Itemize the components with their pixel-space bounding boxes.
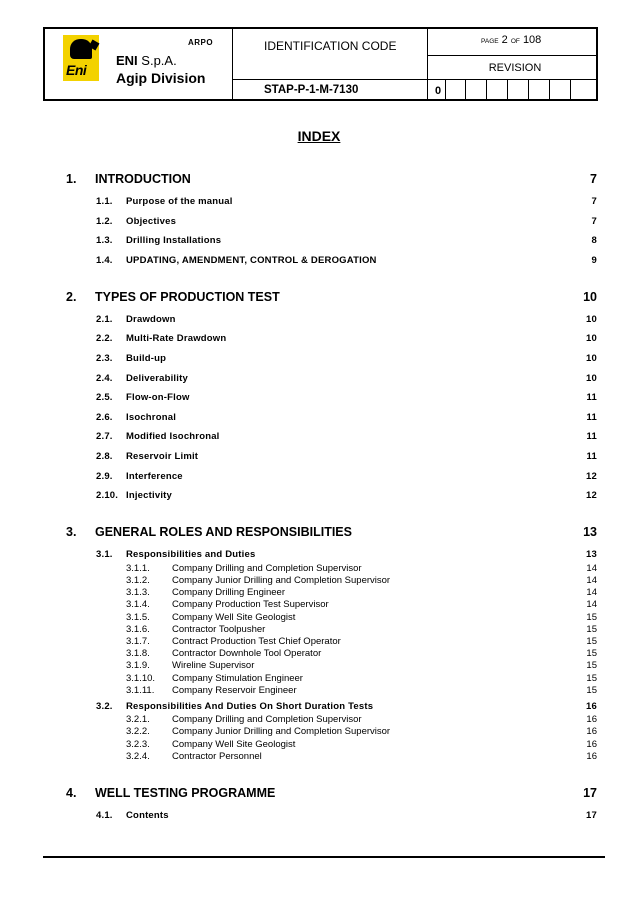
toc-entry-number: 3.1.1. [126, 562, 150, 574]
toc-entry-page: 15 [586, 648, 597, 660]
revision-cell [507, 79, 508, 99]
toc-entry-title: Contractor Personnel [172, 750, 262, 762]
toc-entry-title: Drilling Installations [126, 235, 222, 247]
toc-entry-title: TYPES OF PRODUCTION TEST [95, 289, 280, 304]
toc-entry-page: 13 [583, 525, 597, 540]
toc-entry-title: INTRODUCTION [95, 172, 191, 186]
header-divider [427, 55, 596, 56]
toc-entry-page: 10 [586, 333, 597, 345]
toc-entry-page: 14 [586, 574, 597, 586]
eni-logo [63, 35, 99, 81]
toc-entry-number: 1.3. [96, 235, 113, 247]
header-divider [232, 29, 233, 99]
division-name: Agip Division [116, 70, 206, 86]
toc-entry-title: Company Well Site Geologist [172, 738, 296, 750]
toc-entry-page: 14 [586, 587, 597, 599]
toc-entry-page: 12 [586, 470, 597, 482]
toc-entry-number: 2.5. [96, 392, 113, 404]
revision-cell [465, 79, 466, 99]
toc-entry-page: 11 [586, 392, 597, 404]
toc-entry-number: 3.1. [96, 549, 113, 561]
toc-entry-title: Company Drilling and Completion Supervisor [172, 562, 362, 574]
toc-entry-title: Contents [126, 809, 169, 821]
toc-entry-number: 2.10. [96, 490, 119, 502]
toc-entry-page: 10 [583, 289, 597, 304]
toc-entry-page: 11 [586, 431, 597, 443]
toc-entry-title: Drawdown [126, 313, 176, 325]
toc-entry-number: 2.2. [96, 333, 113, 345]
revision-cell [549, 79, 550, 99]
toc-entry-number: 3.1.8. [126, 648, 150, 660]
toc-entry-number: 2.3. [96, 353, 113, 364]
revision-value: 0 [435, 85, 442, 97]
toc-entry-number: 3.1.10. [126, 672, 156, 684]
company-name-suffix: S.p.A. [137, 53, 177, 68]
toc-entry-number: 3.1.3. [126, 587, 150, 599]
toc-entry-title: Company Junior Drilling and Completion Supervisor [172, 726, 391, 738]
toc-entry-page: 15 [586, 684, 597, 696]
page-label: PAGE [481, 38, 499, 45]
toc-entry-number: 2. [66, 289, 77, 304]
toc-entry-number: 3.2.3. [126, 738, 150, 750]
toc-entry-title: Responsibilities And Duties On Short Duration Tests [126, 700, 374, 712]
toc-entry-title: Company Drilling Engineer [172, 587, 285, 599]
company-name-bold: ENI [116, 53, 138, 68]
toc-entry-page: 15 [586, 660, 597, 672]
toc-entry-number: 3.1.4. [126, 599, 150, 611]
toc-entry-page: 16 [586, 738, 597, 750]
toc-entry-title: Company Production Test Supervisor [172, 599, 329, 611]
toc-entry-number: 3.1.11. [126, 684, 155, 696]
toc-entry-page: 14 [586, 599, 597, 611]
toc-entry-number: 3. [66, 525, 77, 540]
toc-entry-page: 17 [586, 809, 597, 821]
footer-rule [43, 856, 605, 858]
toc-entry-page: 11 [586, 451, 597, 462]
toc-entry-number: 2.1. [96, 313, 113, 325]
toc-entry-title: Modified Isochronal [126, 431, 220, 443]
revision-cell [570, 79, 571, 99]
toc-entry-title: Responsibilities and Duties [126, 549, 256, 561]
toc-entry-page: 17 [583, 785, 597, 800]
toc-entry-page: 10 [586, 372, 597, 384]
toc-entry-page: 15 [586, 635, 597, 647]
revision-cell [528, 79, 529, 99]
toc-entry-title: UPDATING, AMENDMENT, CONTROL & DEROGATION [126, 254, 377, 266]
toc-entry-title: Wireline Supervisor [172, 660, 255, 672]
header-divider [427, 29, 428, 99]
revision-cell [445, 79, 446, 99]
toc-entry-number: 3.1.5. [126, 611, 150, 623]
index-title: INDEX [297, 128, 341, 144]
document-header [43, 27, 598, 101]
toc-entry-title: Deliverability [126, 372, 188, 384]
toc-entry-title: Company Stimulation Engineer [172, 672, 303, 684]
toc-entry-title: Interference [126, 470, 183, 482]
toc-entry-page: 12 [586, 490, 597, 502]
toc-entry-page: 7 [591, 196, 597, 207]
toc-entry-number: 1.2. [96, 215, 113, 227]
toc-entry-number: 2.8. [96, 451, 113, 462]
header-divider [232, 79, 427, 80]
of-label: OF [510, 38, 520, 45]
toc-entry-page: 10 [586, 313, 597, 325]
toc-entry-number: 3.1.7. [126, 635, 150, 647]
toc-entry-page: 16 [586, 750, 597, 762]
toc-entry-number: 3.2.1. [126, 714, 150, 726]
toc-entry-page: 7 [591, 215, 597, 227]
toc-entry-number: 3.1.9. [126, 660, 150, 672]
toc-entry-number: 1.1. [96, 196, 113, 207]
toc-entry-number: 3.2. [96, 700, 113, 712]
toc-entry-title: Multi-Rate Drawdown [126, 333, 227, 345]
toc-entry-title: GENERAL ROLES AND RESPONSIBILITIES [95, 525, 352, 540]
total-pages: 108 [522, 34, 542, 46]
toc-entry-number: 4. [66, 785, 77, 800]
toc-entry-title: Company Reservoir Engineer [172, 684, 297, 696]
toc-entry-number: 2.9. [96, 470, 113, 482]
toc-entry-title: Purpose of the manual [126, 196, 233, 207]
toc-entry-number: 1. [66, 172, 77, 186]
toc-entry-page: 14 [586, 562, 597, 574]
identification-code-value: STAP-P-1-M-7130 [264, 84, 359, 96]
logo-wordmark: Eni [66, 62, 87, 78]
toc-entry-title: Reservoir Limit [126, 451, 199, 462]
toc-entry-page: 15 [586, 623, 597, 635]
toc-entry-number: 3.1.6. [126, 623, 150, 635]
six-legged-dog-icon [70, 39, 92, 59]
toc-entry-number: 3.1.2. [126, 574, 150, 586]
identification-code-label: IDENTIFICATION CODE [264, 39, 397, 53]
revision-cell [486, 79, 487, 99]
toc-entry-title: Flow-on-Flow [126, 392, 190, 404]
toc-entry-number: 2.4. [96, 372, 113, 384]
toc-entry-page: 8 [591, 235, 597, 247]
toc-entry-title: Injectivity [126, 490, 173, 502]
toc-entry-page: 9 [591, 254, 597, 266]
toc-entry-page: 13 [586, 549, 597, 561]
company-name [116, 53, 177, 68]
toc-entry-title: WELL TESTING PROGRAMME [95, 785, 276, 800]
toc-entry-number: 1.4. [96, 254, 113, 266]
toc-entry-number: 3.2.2. [126, 726, 150, 738]
toc-entry-page: 15 [586, 611, 597, 623]
toc-entry-number: 3.2.4. [126, 750, 150, 762]
toc-entry-title: Company Well Site Geologist [172, 611, 296, 623]
toc-entry-title: Build-up [126, 353, 167, 364]
toc-entry-title: Company Drilling and Completion Supervisor [172, 714, 362, 726]
toc-entry-title: Contractor Downhole Tool Operator [172, 648, 322, 660]
toc-entry-title: Objectives [126, 215, 177, 227]
toc-entry-number: 2.6. [96, 411, 113, 423]
toc-entry-page: 16 [586, 700, 597, 712]
page-number: 2 [501, 34, 508, 46]
toc-entry-number: 2.7. [96, 431, 113, 443]
toc-entry-title: Contract Production Test Chief Operator [172, 635, 341, 647]
toc-entry-page: 7 [590, 172, 597, 186]
revision-label: REVISION [488, 62, 542, 74]
toc-entry-page: 16 [586, 714, 597, 726]
toc-entry-page: 16 [586, 726, 597, 738]
arpo-label: ARPO [188, 38, 214, 47]
toc-entry-number: 4.1. [96, 809, 113, 821]
toc-entry-title: Contractor Toolpusher [172, 623, 266, 635]
page-indicator [481, 34, 541, 46]
toc-entry-title: Isochronal [126, 411, 177, 423]
toc-entry-title: Company Junior Drilling and Completion Supervisor [172, 574, 391, 586]
toc-entry-page: 11 [586, 411, 597, 423]
toc-entry-page: 15 [586, 672, 597, 684]
toc-entry-page: 10 [586, 353, 597, 364]
